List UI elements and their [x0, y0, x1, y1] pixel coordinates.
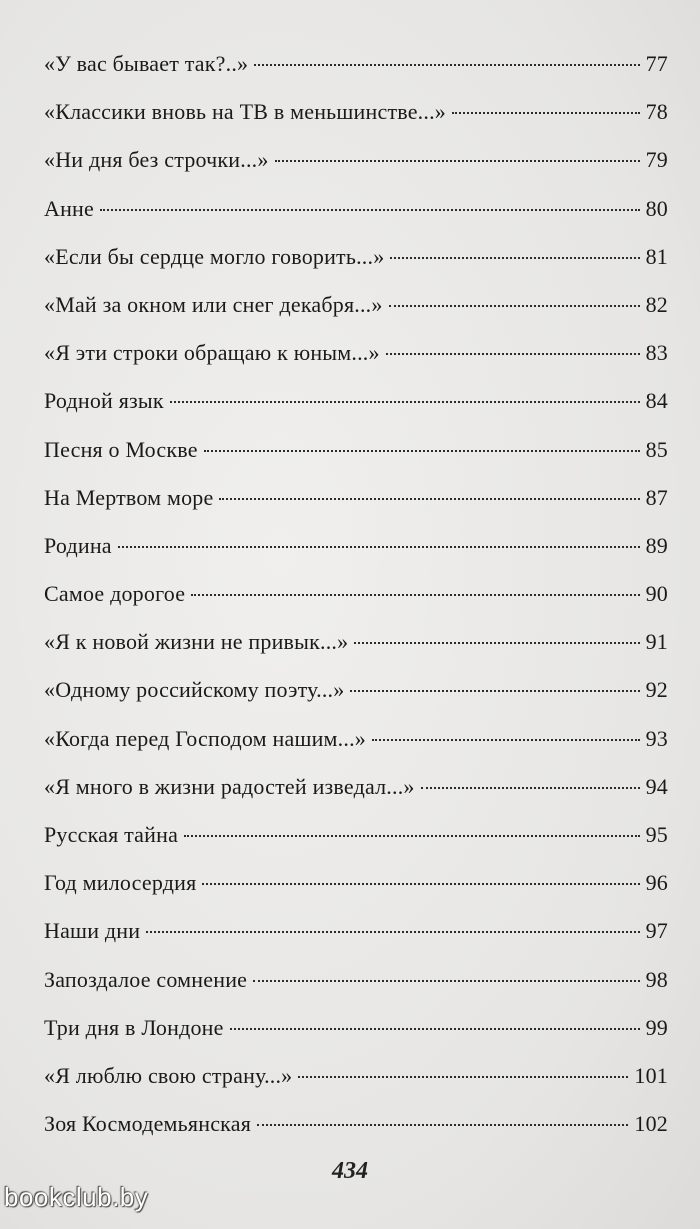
toc-entry-title: На Мертвом море	[44, 484, 214, 510]
toc-entry-page: 89	[645, 532, 668, 558]
dot-leader	[230, 1028, 640, 1030]
toc-entry-page: 77	[645, 51, 668, 76]
toc-entry-title: «Я к новой жизни не привык...»	[44, 629, 349, 655]
toc-entry-title: Анне	[44, 195, 94, 221]
toc-entry-page: 80	[645, 195, 668, 221]
toc-entry-title: Родной язык	[44, 388, 164, 414]
dot-leader	[452, 112, 640, 114]
toc-entry-title: Русская тайна	[44, 822, 179, 847]
dot-leader	[118, 546, 640, 548]
dot-leader	[354, 642, 639, 644]
toc-entry	[44, 1100, 668, 1148]
toc-entry	[44, 233, 668, 281]
dot-leader	[100, 209, 640, 211]
dot-leader	[253, 980, 639, 982]
toc-entry-title: Зоя Космодемьянская	[44, 1111, 252, 1137]
toc-entry-page: 81	[645, 243, 668, 269]
dot-leader	[170, 401, 640, 403]
dot-leader	[202, 883, 639, 885]
toc-entry-page: 99	[645, 1014, 668, 1040]
dot-leader	[350, 690, 639, 692]
toc-entry-page: 83	[645, 340, 668, 366]
dot-leader	[298, 1076, 628, 1078]
toc-entry	[44, 426, 668, 474]
dot-leader	[275, 160, 640, 162]
toc-entry	[44, 811, 668, 859]
dot-leader	[146, 931, 639, 933]
toc-entry-title: «Я много в жизни радостей изведал...»	[44, 773, 415, 799]
toc-entry-title: «Я эти строки обращаю к юным...»	[44, 340, 380, 366]
toc-entry	[44, 40, 668, 88]
toc-entry	[44, 377, 668, 425]
toc-entry	[44, 474, 668, 522]
toc-entry-page: 85	[645, 436, 668, 462]
toc-entry-page: 95	[645, 822, 668, 847]
toc-entry-page: 96	[645, 870, 668, 896]
toc-entry	[44, 88, 668, 136]
dot-leader	[191, 594, 639, 596]
toc-entry	[44, 956, 668, 1004]
toc-entry-title: Родина	[44, 532, 112, 558]
toc-entry-title: «Когда перед Господом нашим...»	[44, 725, 366, 751]
toc-entry-page: 93	[645, 725, 668, 751]
toc-entry-title: Год милосердия	[44, 870, 197, 896]
toc-entry-page: 97	[645, 918, 668, 944]
toc-entry-page: 78	[645, 99, 668, 125]
toc-entry	[44, 1004, 668, 1052]
page-number: 434	[332, 1158, 368, 1184]
toc-entry-title: «Ни дня без строчки...»	[44, 147, 269, 173]
toc-entry	[44, 570, 668, 618]
dot-leader	[386, 353, 640, 355]
dot-leader	[184, 835, 640, 837]
toc-entry-page: 84	[645, 388, 668, 414]
toc-entry-page: 102	[634, 1111, 668, 1137]
toc-entry-title: «Классики вновь на ТВ в меньшинстве...»	[44, 99, 446, 125]
dot-leader	[204, 450, 640, 452]
toc-entry	[44, 666, 668, 714]
toc-entry	[44, 329, 668, 377]
toc-entry-title: Три дня в Лондоне	[44, 1014, 224, 1040]
toc-entry-title: Наши дни	[44, 918, 141, 944]
dot-leader	[421, 787, 640, 789]
toc-entry	[44, 763, 668, 811]
toc-entry	[44, 136, 668, 184]
toc-entry-title: «Я люблю свою страну...»	[44, 1062, 293, 1088]
dot-leader	[219, 498, 639, 500]
dot-leader	[254, 64, 639, 66]
toc-entry	[44, 859, 668, 907]
toc-entry-title: «У вас бывает так?..»	[44, 51, 249, 76]
toc-entry-page: 79	[645, 147, 668, 173]
toc-entry-title: Самое дорогое	[44, 581, 186, 607]
toc-entry	[44, 185, 668, 233]
dot-leader	[390, 257, 639, 259]
toc-entry	[44, 907, 668, 955]
toc-entry-page: 82	[645, 291, 668, 317]
toc-entry-page: 101	[634, 1062, 668, 1088]
table-of-contents	[44, 40, 668, 1148]
toc-entry-title: «Если бы сердце могло говорить...»	[44, 243, 385, 269]
toc-entry-page: 87	[645, 484, 668, 510]
toc-entry	[44, 618, 668, 666]
toc-entry-title: «Май за окном или снег декабря...»	[44, 291, 383, 317]
toc-entry-page: 92	[645, 677, 668, 703]
toc-entry-title: «Одному российскому поэту...»	[44, 677, 345, 703]
toc-entry	[44, 1052, 668, 1100]
watermark: bookclub.by	[4, 1182, 149, 1212]
toc-entry-page: 94	[645, 773, 668, 799]
dot-leader	[257, 1124, 628, 1126]
toc-entry-page: 98	[645, 966, 668, 992]
toc-entry-title: Запоздалое сомнение	[44, 966, 248, 992]
dot-leader	[372, 739, 640, 741]
toc-entry-title: Песня о Москве	[44, 436, 198, 462]
toc-entry	[44, 281, 668, 329]
toc-entry-page: 91	[645, 629, 668, 655]
toc-entry-page: 90	[645, 581, 668, 607]
dot-leader	[389, 305, 640, 307]
toc-entry	[44, 522, 668, 570]
toc-entry	[44, 715, 668, 763]
